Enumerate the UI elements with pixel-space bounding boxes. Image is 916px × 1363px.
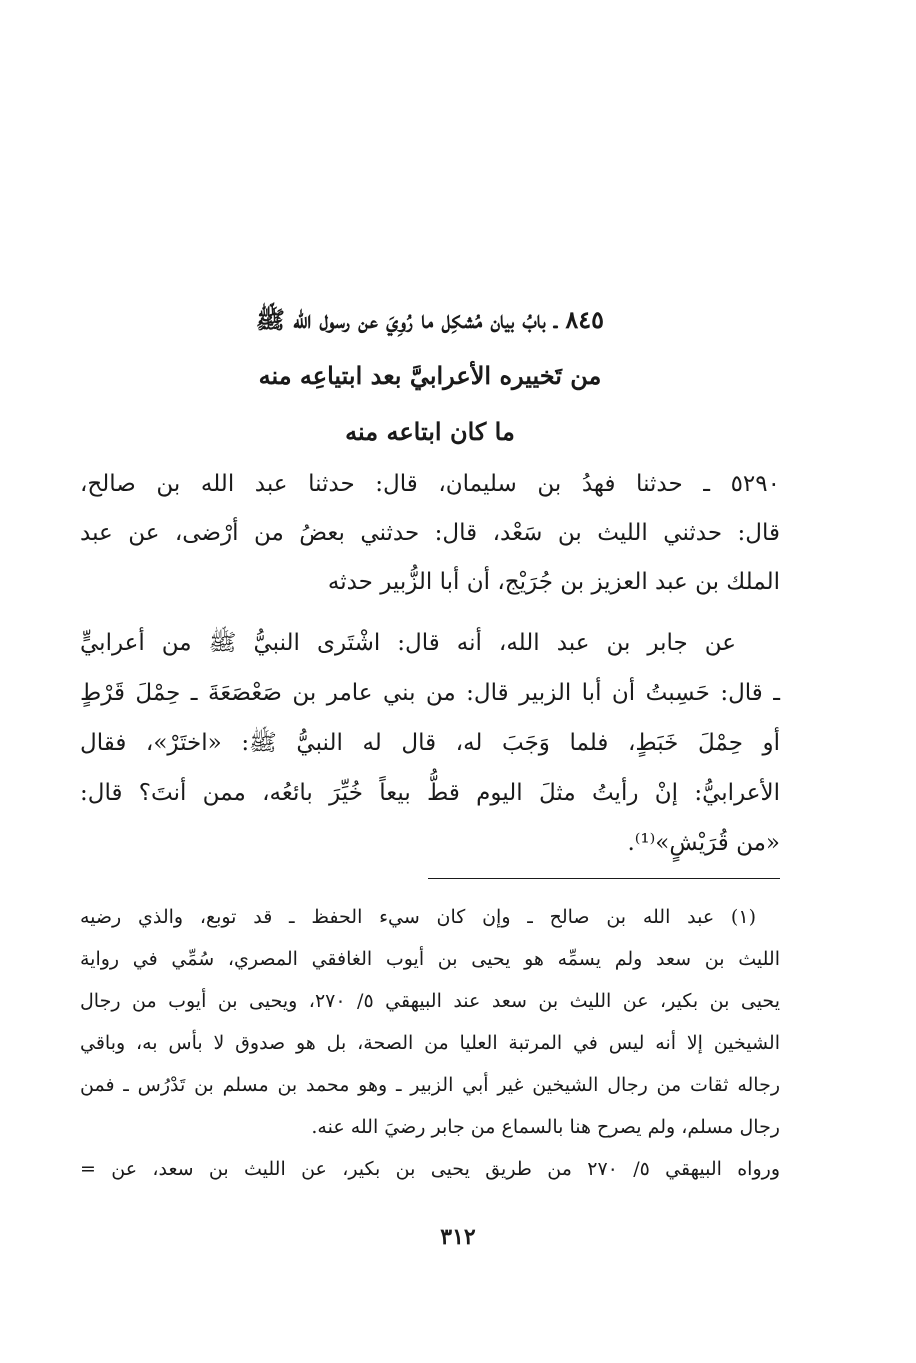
chapter-title-line-2: من تَخييره الأعرابيَّ بعد ابتياعِه منه xyxy=(258,361,602,390)
footnote-line: رجال مسلم، ولم يصرح هنا بالسماع من جابر رضيَ الله عنه. xyxy=(311,1116,780,1138)
footnote-line: يحيى بن بكير، عن الليث بن سعد عند البيهقي ٥/ ٢٧٠، ويحيى بن أيوب من رجال xyxy=(80,990,780,1012)
page-number: ٣١٢ xyxy=(440,1224,476,1250)
hadith-isnad xyxy=(80,460,780,607)
isnad-line: قال: حدثني الليث بن سَعْد، قال: حدثني بعضُ من أرْضى، عن عبد xyxy=(80,520,780,546)
matn-line: ـ قال: حَسِبتُ أن أبا الزبير قال: من بني عامر بن صَعْصَعَةَ ـ حِمْلَ قَرْطٍ xyxy=(80,680,780,706)
chapter-heading xyxy=(80,292,780,460)
matn-line: أو حِمْلَ خَبَطٍ، فلما وَجَبَ له، قال له النبيُّ ﷺ: «اختَرْ»، فقال xyxy=(80,730,780,756)
footnote-line: الليث بن سعد ولم يسمِّه هو يحيى بن أيوب الغافقي المصري، سُمِّي في رواية xyxy=(80,948,780,970)
isnad-line: الملك بن عبد العزيز بن جُرَيْج، أن أبا الزُّبير حدثه xyxy=(327,569,780,595)
footnote-line: (١) عبد الله بن صالح ـ وإن كان سيء الحفظ ـ قد توبع، والذي رضيه xyxy=(80,906,756,928)
matn-line: «من قُرَيْشٍ»⁽¹⁾. xyxy=(627,830,780,856)
matn-line: الأعرابيُّ: إنْ رأيتُ مثلَ اليوم قطُّ بيعاً خُيِّرَ بائعُه، ممن أنتَ؟ قال: xyxy=(80,780,780,806)
footnote-line: رجاله ثقات من رجال الشيخين غير أبي الزبير ـ وهو محمد بن مسلم بن تَدْرُس ـ فمن xyxy=(80,1074,780,1096)
footnote-separator xyxy=(428,878,780,879)
footnote-line: ورواه البيهقي ٥/ ٢٧٠ من طريق يحيى بن بكير، عن الليث بن سعد، عن = xyxy=(80,1158,780,1180)
isnad-line: ٥٢٩٠ ـ حدثنا فهدُ بن سليمان، قال: حدثنا عبد الله بن صالح، xyxy=(80,471,780,497)
footnote-line: الشيخين إلا أنه ليس في المرتبة العليا من الصحة، بل هو صدوق لا بأس به، وباقي xyxy=(80,1032,780,1054)
hadith-text xyxy=(80,618,780,868)
chapter-title-line-3: ما كان ابتاعه منه xyxy=(345,417,515,446)
footnotes xyxy=(80,896,780,1190)
chapter-title-line-1: ٨٤٥ ـ بابُ بيان مُشكِل ما رُوِيَ عن رسول الله ﷺ xyxy=(255,305,605,334)
matn-line: عن جابر بن عبد الله، أنه قال: اشْتَرى النبيُّ ﷺ من أعرابيٍّ xyxy=(80,630,736,656)
